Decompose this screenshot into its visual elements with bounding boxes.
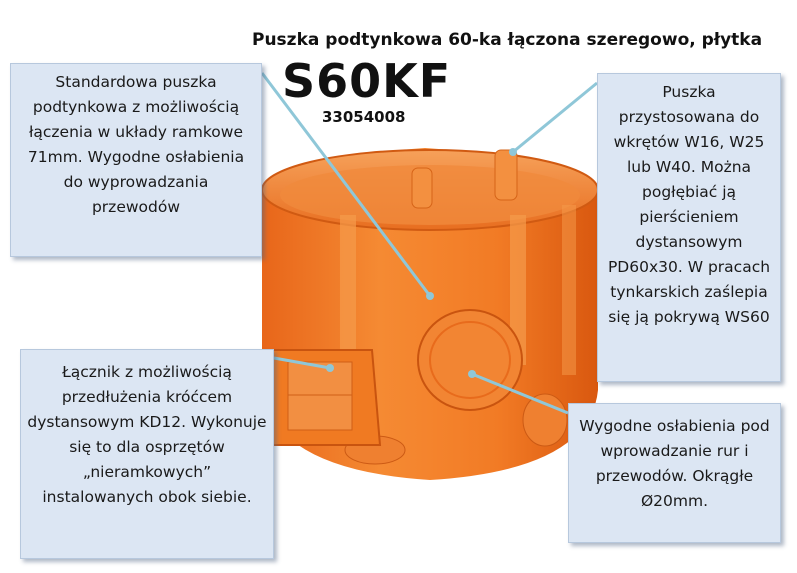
screw-post <box>412 168 432 208</box>
rib <box>340 215 356 365</box>
rib <box>562 205 576 375</box>
callout-screws: Puszka przystosowana do wkrętów W16, W25 lub W40. Można pogłębiać ją pierścieniem dystansowym PD60x30. W pracach tynkarskich zaślepia się ją pokrywą WS60 <box>597 73 781 382</box>
callout-connector: Łącznik z możliwością przedłużenia króćcem dystansowym KD12. Wykonuje się to dla osprzętów „nieramkowych” instalowanych obok siebie. <box>20 349 274 559</box>
callout-knockouts: Wygodne osłabienia pod wprowadzanie rur i przewodów. Okrągłe Ø20mm. <box>568 403 781 543</box>
page-title: Puszka podtynkowa 60-ka łączona szeregowo, płytka <box>252 30 763 50</box>
product-code: 33054008 <box>322 108 406 126</box>
model-name: S60KF <box>282 54 452 108</box>
knockout-round <box>418 310 522 410</box>
callout-standard-box: Standardowa puszka podtynkowa z możliwością łączenia w układy ramkowe 71mm. Wygodne osłabienia do wyprowadzania przewodów <box>10 63 262 257</box>
leader-line <box>513 83 597 152</box>
screw-post <box>495 150 517 200</box>
